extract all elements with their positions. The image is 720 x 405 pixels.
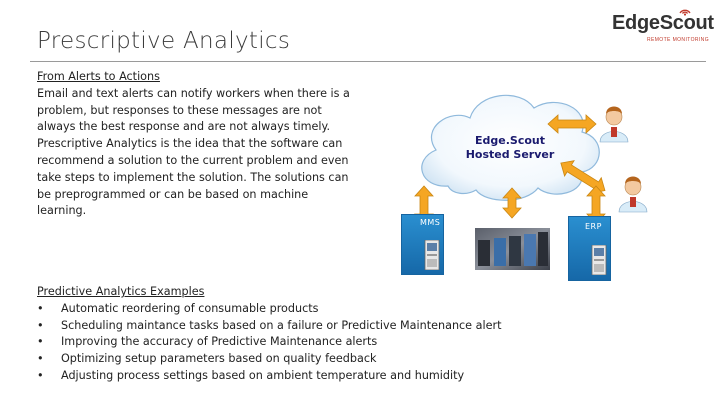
intro-heading: From Alerts to Actions — [37, 70, 160, 83]
examples-section — [37, 284, 537, 385]
logo-brand-prefix: Edge — [612, 12, 660, 34]
list-item — [37, 368, 537, 385]
user-avatar-icon — [619, 177, 647, 213]
erp-label: ERP — [585, 222, 602, 231]
cloud-label — [462, 134, 558, 162]
list-item-text: Scheduling maintance tasks based on a failure or Predictive Maintenance alert — [61, 318, 502, 332]
intro-body: Email and text alerts can notify workers when there is a problem, but responses to these messages are not always the best response and are not always timely. Prescriptive Analytics is the idea that the software can recommend a solution to the current problem and even take steps to implement the solution. The solutions can be preprogrammed or can be based on machine learning. — [37, 86, 350, 218]
list-item — [37, 351, 537, 368]
bullet-icon: • — [37, 301, 44, 315]
intro-section — [37, 69, 357, 220]
edgescout-logo — [612, 10, 714, 44]
list-item — [37, 301, 537, 318]
terminal-icon — [591, 245, 607, 275]
slide-title: Prescriptive Analytics — [37, 28, 291, 54]
logo-wordmark — [612, 12, 714, 35]
mms-label: MMS — [420, 218, 441, 227]
erp-panel — [568, 216, 611, 281]
list-item-text: Adjusting process settings based on ambient temperature and humidity — [61, 368, 465, 382]
list-item-text: Improving the accuracy of Predictive Maintenance alerts — [61, 335, 378, 349]
machines-photo — [475, 228, 550, 270]
list-item — [37, 318, 537, 335]
examples-heading: Predictive Analytics Examples — [37, 285, 205, 298]
mms-panel — [401, 214, 444, 275]
bullet-icon: • — [37, 352, 44, 366]
logo-brand-suffix: Scout — [659, 12, 714, 34]
list-item-text: Optimizing setup parameters based on quality feedback — [61, 352, 377, 366]
logo-tagline: REMOTE MONITORING — [647, 37, 709, 43]
list-item — [37, 334, 537, 351]
title-divider — [30, 61, 706, 62]
cloud-label-line2: Hosted Server — [465, 148, 555, 161]
bullet-icon: • — [37, 335, 44, 349]
examples-list — [37, 301, 537, 385]
cloud-label-line1: Edge.Scout — [475, 134, 545, 147]
terminal-icon — [424, 240, 440, 270]
user-avatar-icon — [600, 107, 628, 143]
list-item-text: Automatic reordering of consumable products — [61, 301, 319, 315]
bullet-icon: • — [37, 368, 44, 382]
bullet-icon: • — [37, 318, 44, 332]
